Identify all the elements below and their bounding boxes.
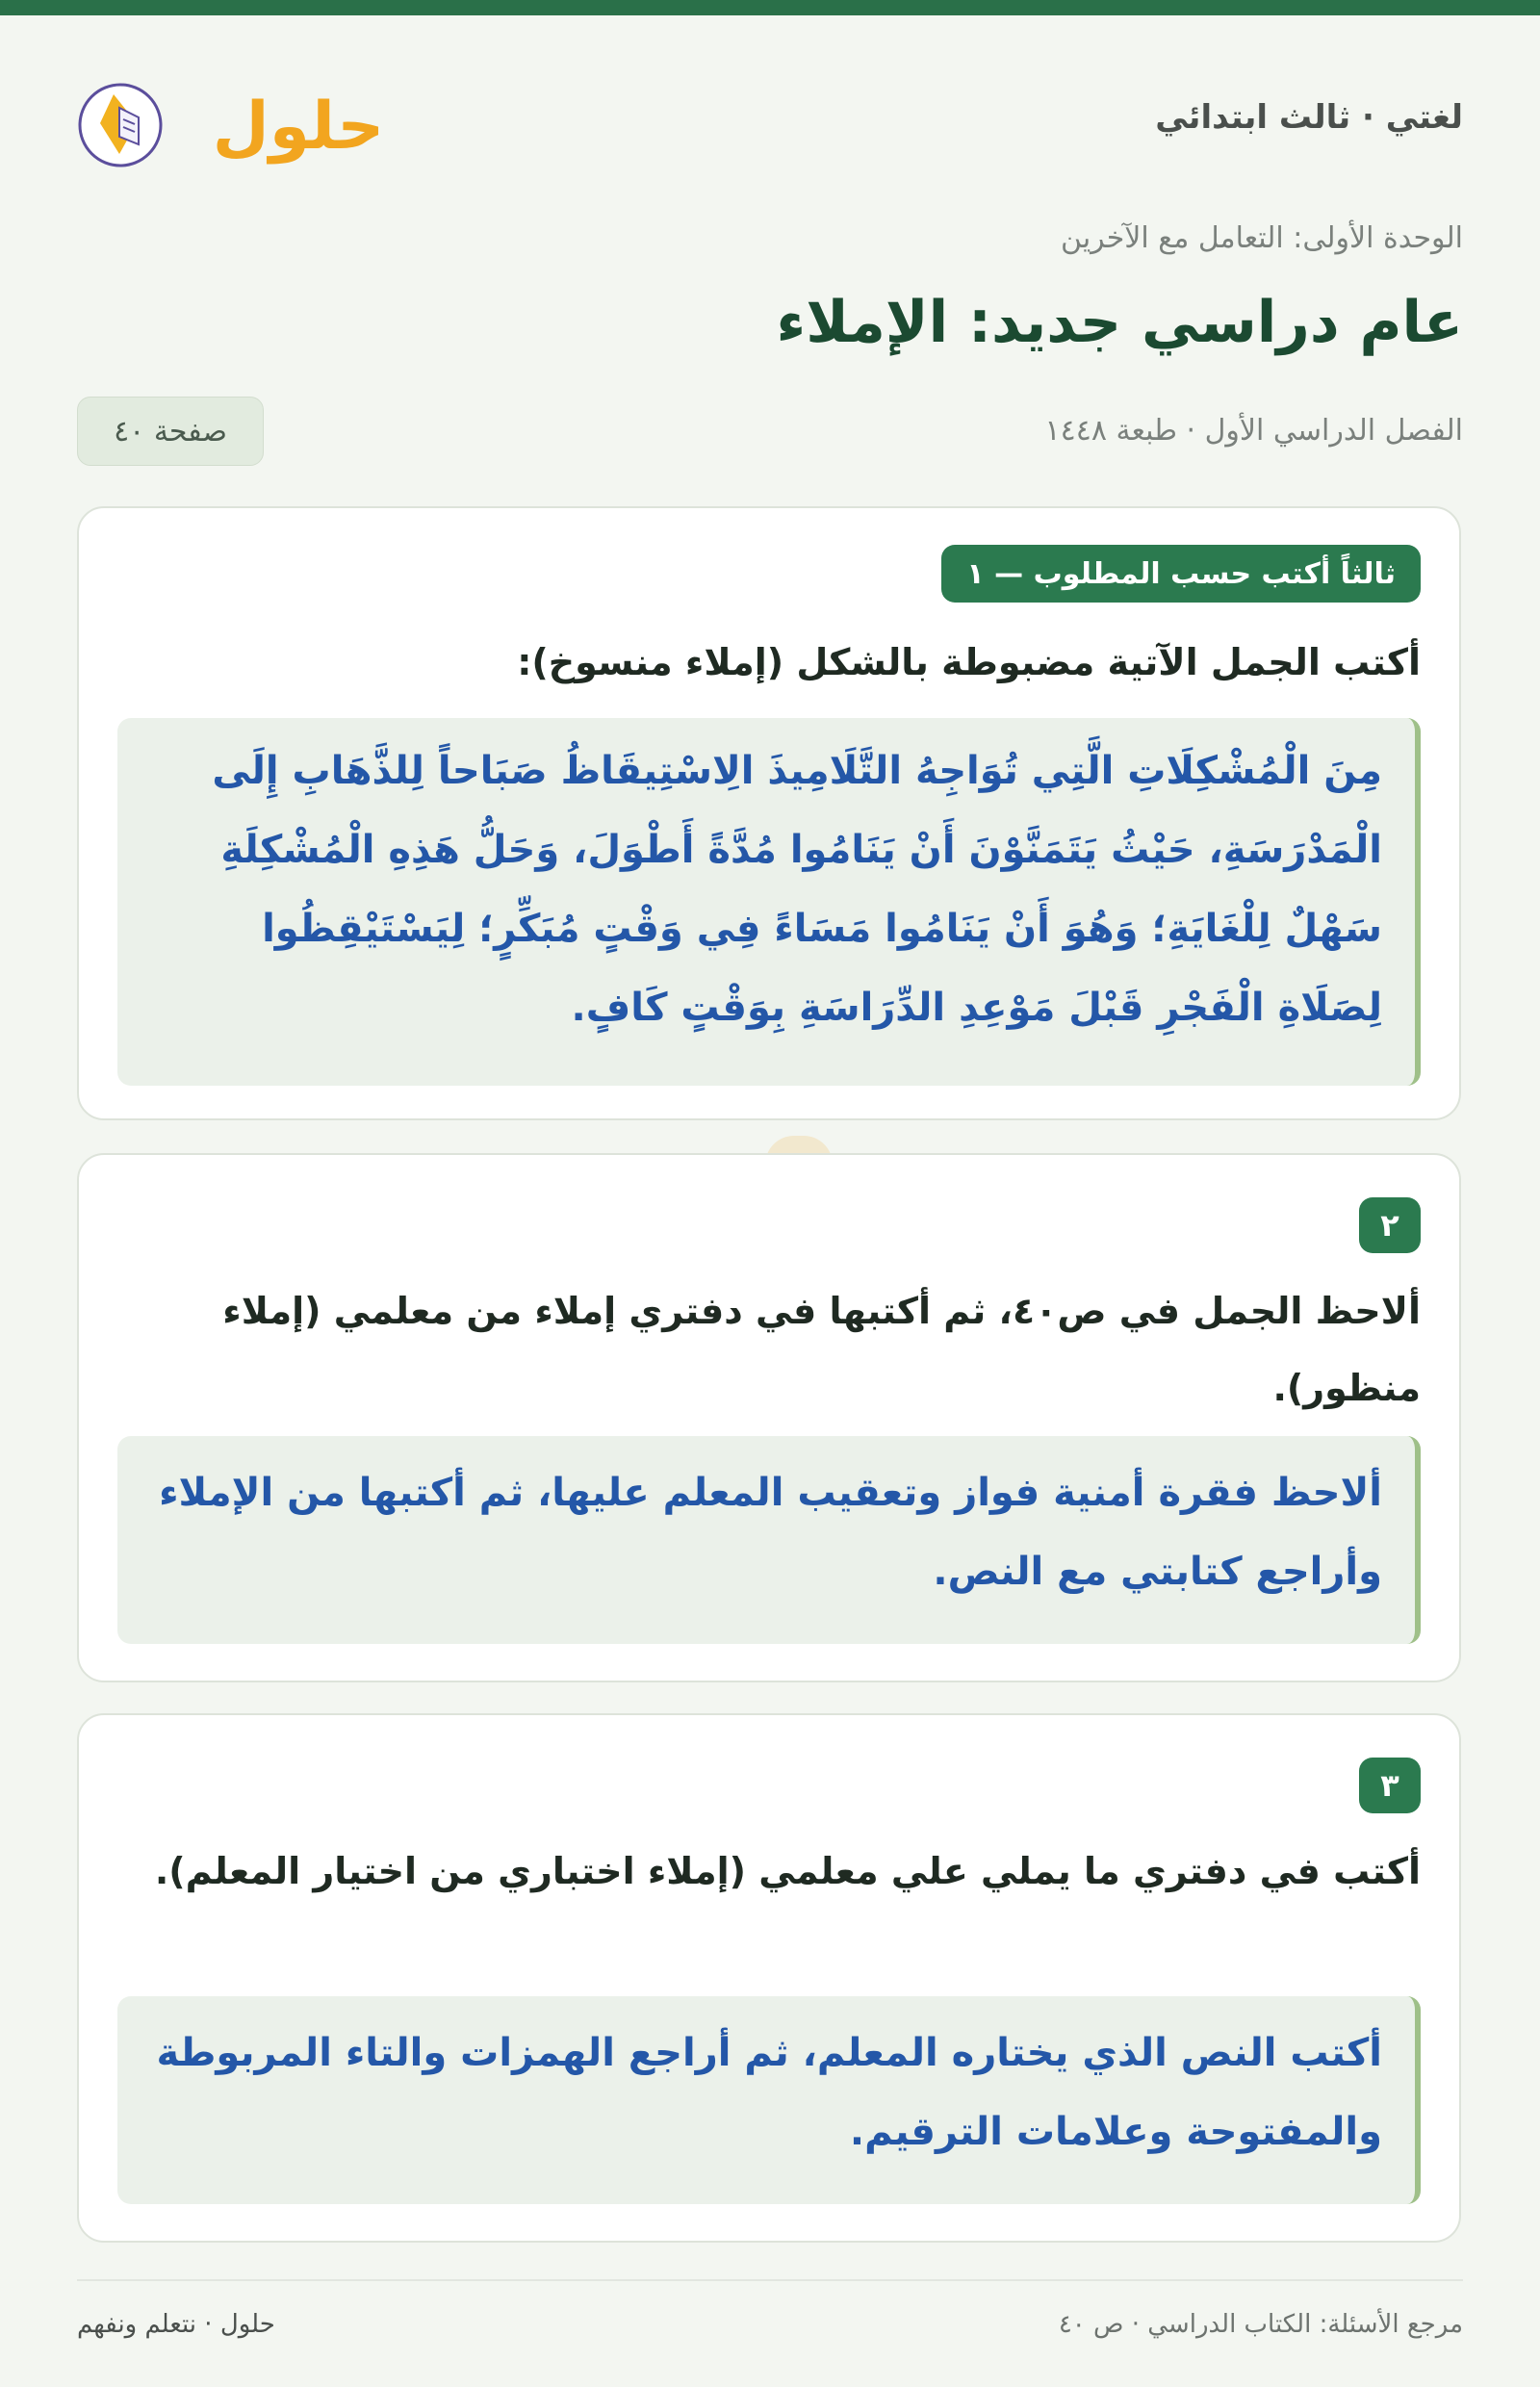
semester-edition: الفصل الدراسي الأول · طبعة ١٤٤٨ [1044, 414, 1463, 448]
footer-brand: حلول · نتعلم ونفهم [77, 2310, 275, 2339]
exercise-number-badge: ٢ [1359, 1197, 1421, 1253]
page-title: عام دراسي جديد: الإملاء [776, 289, 1463, 356]
exercise-badge: ثالثاً أكتب حسب المطلوب — ١ [941, 545, 1421, 603]
page-number-badge: صفحة ٤٠ [77, 397, 264, 466]
exercise-card-1 [77, 506, 1461, 1120]
logo-wordmark: حلول [212, 89, 385, 165]
answer-box: مِنَ الْمُشْكِلَاتِ الَّتِي تُوَاجِهُ التَّلَامِيذَ الِاسْتِيقَاظُ صَبَاحاً لِلذَّهَابِ إِلَى الْمَدْرَسَةِ، حَيْثُ يَتَمَنَّوْنَ أَنْ يَنَامُوا مُدَّةً أَطْوَلَ، وَحَلُّ هَذِهِ الْمُشْكِلَةِ سَهْلٌ لِلْغَايَةِ؛ وَهُوَ أَنْ يَنَامُوا مَسَاءً فِي وَقْتٍ مُبَكِّرٍ؛ لِيَسْتَيْقِظُوا لِصَلَاةِ الْفَجْرِ قَبْلَ مَوْعِدِ الدِّرَاسَةِ بِوَقْتٍ كَافٍ. [117, 718, 1421, 1086]
exercise-card-2 [77, 1153, 1461, 1682]
answer-box: ألاحظ فقرة أمنية فواز وتعقيب المعلم عليها، ثم أكتبها من الإملاء وأراجع كتابتي مع النص. [117, 1436, 1421, 1644]
footer-reference: مرجع الأسئلة: الكتاب الدراسي · ص ٤٠ [1058, 2310, 1463, 2339]
answer-box: أكتب النص الذي يختاره المعلم، ثم أراجع الهمزات والتاء المربوطة والمفتوحة وعلامات الترقيم. [117, 1996, 1421, 2204]
exercise-card-3 [77, 1713, 1461, 2243]
question-text: أكتب الجمل الآتية مضبوطة بالشكل (إملاء منسوخ): [517, 641, 1421, 683]
hulul-logo[interactable] [77, 67, 385, 183]
top-accent-bar [0, 0, 1540, 15]
question-text: أكتب في دفتري ما يملي علي معلمي (إملاء اختباري من اختيار المعلم). [154, 1850, 1421, 1892]
page-header [77, 67, 1463, 183]
question-text: ألاحظ الجمل في ص٤٠، ثم أكتبها في دفتري إملاء من معلمي (إملاء منظور). [222, 1290, 1421, 1409]
footer-divider [77, 2279, 1463, 2281]
subject-label: لغتي · ثالث ابتدائي [1155, 98, 1463, 137]
unit-label: الوحدة الأولى: التعامل مع الآخرين [1060, 221, 1463, 255]
exercise-number-badge: ٣ [1359, 1758, 1421, 1813]
